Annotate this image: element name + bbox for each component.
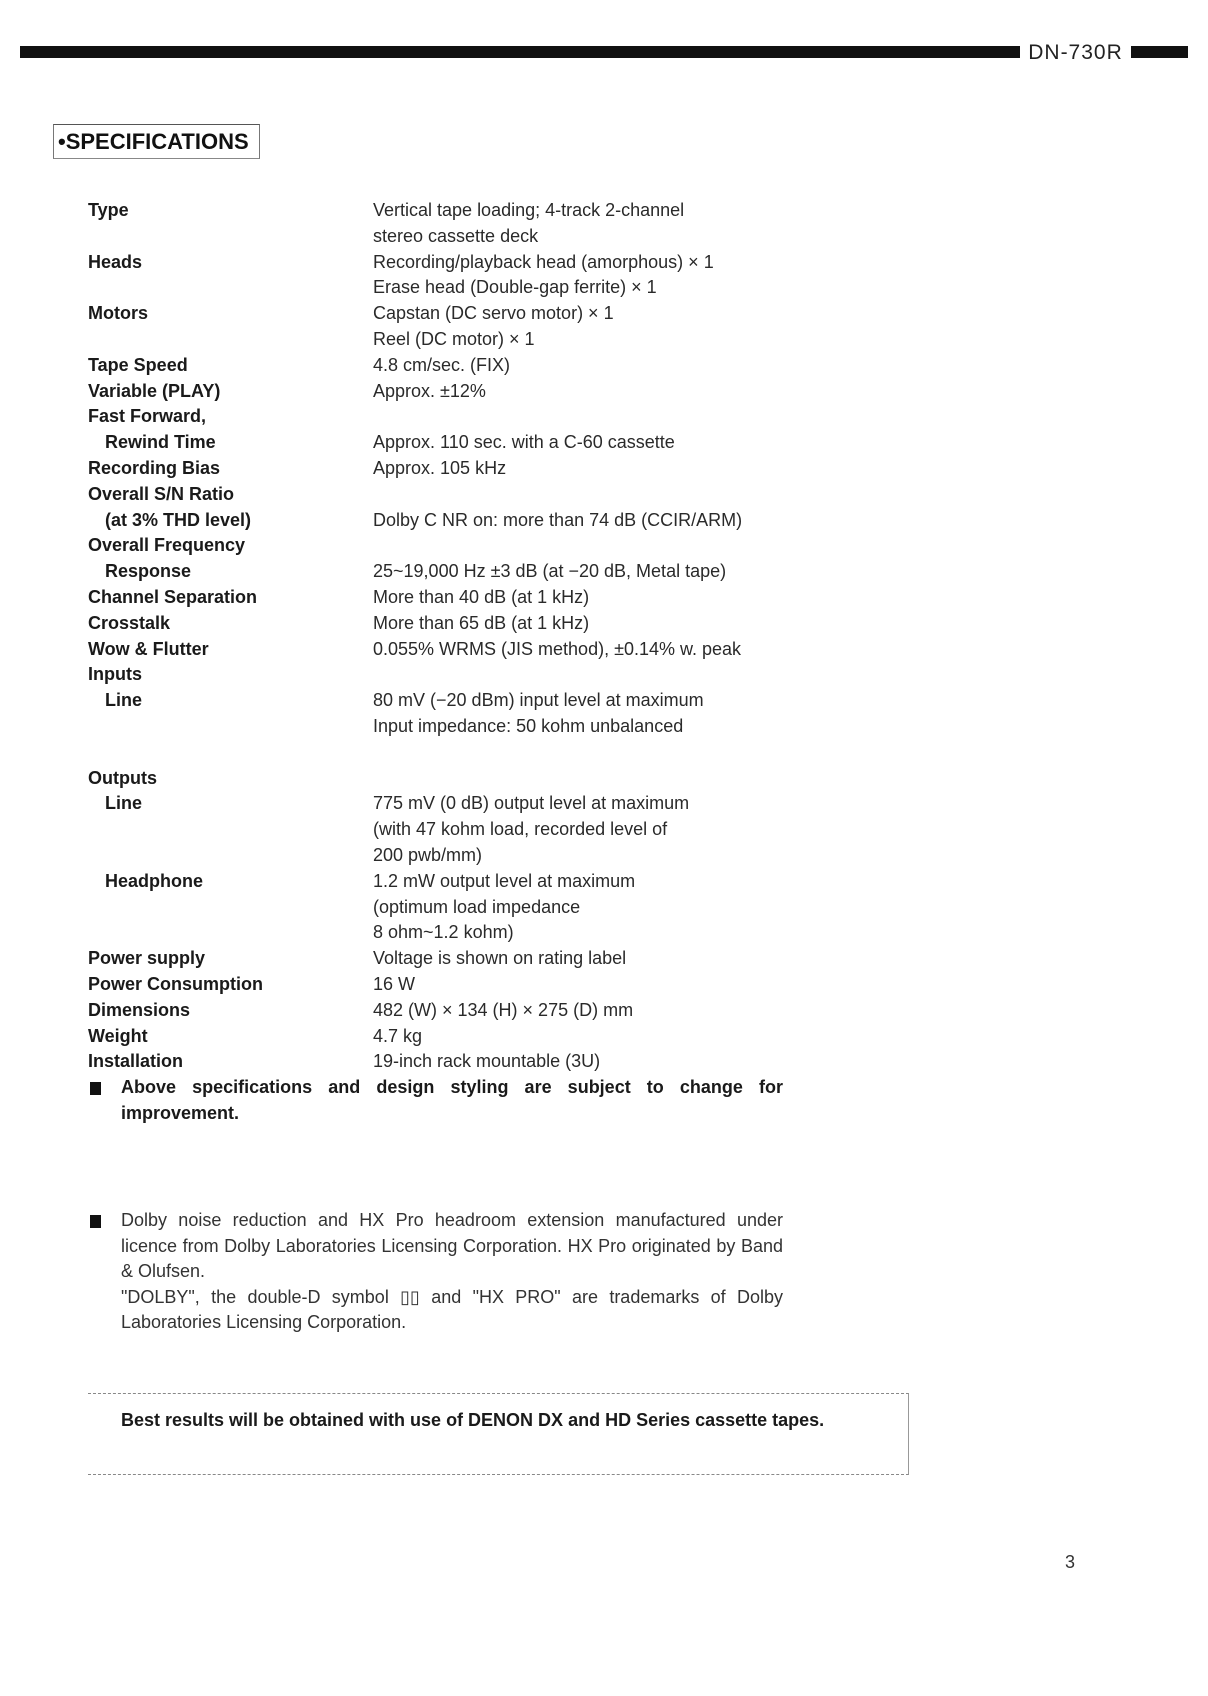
spec-row	[88, 1024, 788, 1050]
spec-value: More than 65 dB (at 1 kHz)	[373, 612, 590, 633]
spec-label: Dimensions	[88, 999, 191, 1020]
spec-row	[88, 688, 788, 714]
spec-label	[88, 224, 373, 250]
spec-label: Line	[105, 690, 143, 711]
spec-label	[88, 327, 373, 353]
spec-label: Heads	[88, 251, 143, 272]
spec-row	[88, 714, 788, 740]
spec-label: Overall S/N Ratio	[88, 483, 235, 504]
spec-label	[88, 843, 373, 869]
spec-label: Inputs	[88, 664, 142, 685]
spec-row	[88, 843, 788, 869]
dolby-notice-text	[121, 1208, 783, 1336]
spec-row	[88, 430, 788, 456]
spec-label: Outputs	[88, 767, 157, 788]
spec-row	[88, 404, 788, 430]
spec-value: 16 W	[373, 973, 416, 994]
spec-value: Dolby C NR on: more than 74 dB (CCIR/ARM)	[373, 509, 743, 530]
spec-row	[88, 379, 788, 405]
header-rule-end	[1131, 46, 1188, 58]
spec-label: Variable (PLAY)	[88, 380, 221, 401]
spec-value: Approx. ±12%	[373, 380, 486, 401]
spec-row	[88, 224, 788, 250]
spec-label: Weight	[88, 1025, 148, 1046]
spec-label: Response	[105, 561, 192, 582]
spec-value: 775 mV (0 dB) output level at maximum	[373, 793, 690, 814]
spec-label	[88, 275, 373, 301]
callout-text: Best results will be obtained with use of DENON DX and HD Series cassette tapes.	[121, 1410, 825, 1430]
square-bullet-icon	[90, 1082, 101, 1095]
spec-label: Wow & Flutter	[88, 638, 209, 659]
spec-row	[88, 275, 788, 301]
callout-box	[88, 1393, 909, 1475]
spec-value: 25~19,000 Hz ±3 dB (at −20 dB, Metal tape)	[373, 561, 727, 582]
section-title: •SPECIFICATIONS	[53, 124, 260, 159]
spec-label: Fast Forward,	[88, 406, 207, 427]
dolby-trademark: "DOLBY", the double-D symbol ▯▯ and "HX PRO" are trademarks of Dolby Laboratories Licensing Corporation.	[121, 1286, 783, 1332]
spec-label	[88, 714, 373, 740]
spec-table	[88, 198, 788, 1075]
spec-label: Power supply	[88, 948, 206, 969]
header-rule	[20, 46, 1020, 58]
spec-label: Installation	[88, 1051, 184, 1072]
dolby-notice	[88, 1208, 783, 1336]
spec-value: Approx. 105 kHz	[373, 457, 507, 478]
spec-label: Power Consumption	[88, 973, 263, 994]
spec-row	[88, 662, 788, 688]
spec-row	[88, 1049, 788, 1075]
spec-row	[88, 611, 788, 637]
spec-value: 4.8 cm/sec. (FIX)	[373, 354, 511, 375]
spec-label: Motors	[88, 303, 148, 324]
spec-row	[88, 895, 788, 921]
spec-row	[88, 869, 788, 895]
spec-row	[88, 585, 788, 611]
page-number: 3	[1065, 1552, 1076, 1572]
spec-row	[88, 508, 788, 534]
spec-label: Rewind Time	[105, 432, 216, 453]
spec-label	[88, 920, 373, 946]
spec-label: Tape Speed	[88, 354, 188, 375]
spec-row	[88, 482, 788, 508]
spec-value: 4.7 kg	[373, 1025, 423, 1046]
spec-value: stereo cassette deck	[373, 225, 539, 246]
spec-row	[88, 766, 788, 792]
spec-row	[88, 353, 788, 379]
spec-label	[88, 895, 373, 921]
spec-value: (with 47 kohm load, recorded level of	[373, 819, 668, 840]
spec-value: Voltage is shown on rating label	[373, 948, 627, 969]
spec-row	[88, 559, 788, 585]
spec-row	[88, 740, 788, 766]
spec-value: Erase head (Double-gap ferrite) × 1	[373, 277, 657, 298]
spec-row	[88, 791, 788, 817]
spec-value: Reel (DC motor) × 1	[373, 328, 535, 349]
spec-label: (at 3% THD level)	[105, 509, 252, 530]
spec-value: Vertical tape loading; 4-track 2-channel	[373, 200, 685, 220]
spec-row	[88, 198, 788, 224]
spec-value: 19-inch rack mountable (3U)	[373, 1051, 601, 1072]
spec-value: 8 ohm~1.2 kohm)	[373, 922, 514, 943]
spec-row	[88, 456, 788, 482]
spec-row	[88, 301, 788, 327]
spec-row	[88, 533, 788, 559]
spec-row	[88, 946, 788, 972]
spec-value: 1.2 mW output level at maximum	[373, 870, 636, 891]
spec-row	[88, 920, 788, 946]
spec-label: Type	[88, 200, 129, 220]
spec-label: Crosstalk	[88, 612, 171, 633]
dolby-licence: Dolby noise reduction and HX Pro headroom extension manufactured under licence from Dolby Laboratories Licensing Corporation. HX Pro originated by Band & Olufsen.	[121, 1210, 783, 1281]
spec-value: Recording/playback head (amorphous) × 1	[373, 251, 714, 272]
spec-label	[88, 817, 373, 843]
spec-row	[88, 817, 788, 843]
spec-value: Capstan (DC servo motor) × 1	[373, 303, 614, 324]
spec-row	[88, 972, 788, 998]
spec-value: 80 mV (−20 dBm) input level at maximum	[373, 690, 704, 711]
spec-label	[88, 740, 373, 766]
spec-label: Line	[105, 793, 143, 814]
spec-value: 0.055% WRMS (JIS method), ±0.14% w. peak	[373, 638, 742, 659]
spec-value: Approx. 110 sec. with a C-60 cassette	[373, 432, 675, 453]
spec-label: Channel Separation	[88, 586, 258, 607]
spec-value: Input impedance: 50 kohm unbalanced	[373, 715, 684, 736]
spec-label: Headphone	[105, 870, 204, 891]
spec-value: 200 pwb/mm)	[373, 844, 483, 865]
spec-row	[88, 998, 788, 1024]
square-bullet-icon	[90, 1215, 101, 1228]
spec-value: More than 40 dB (at 1 kHz)	[373, 586, 590, 607]
spec-label: Recording Bias	[88, 457, 221, 478]
change-notice-text: Above specifications and design styling are subject to change for improvement.	[121, 1077, 783, 1123]
spec-row	[88, 637, 788, 663]
model-name: DN-730R	[1028, 41, 1123, 64]
spec-row	[88, 250, 788, 276]
change-notice	[88, 1075, 783, 1126]
spec-row	[88, 327, 788, 353]
spec-value: (optimum load impedance	[373, 896, 581, 917]
spec-label: Overall Frequency	[88, 535, 246, 556]
spec-value: 482 (W) × 134 (H) × 275 (D) mm	[373, 999, 634, 1020]
